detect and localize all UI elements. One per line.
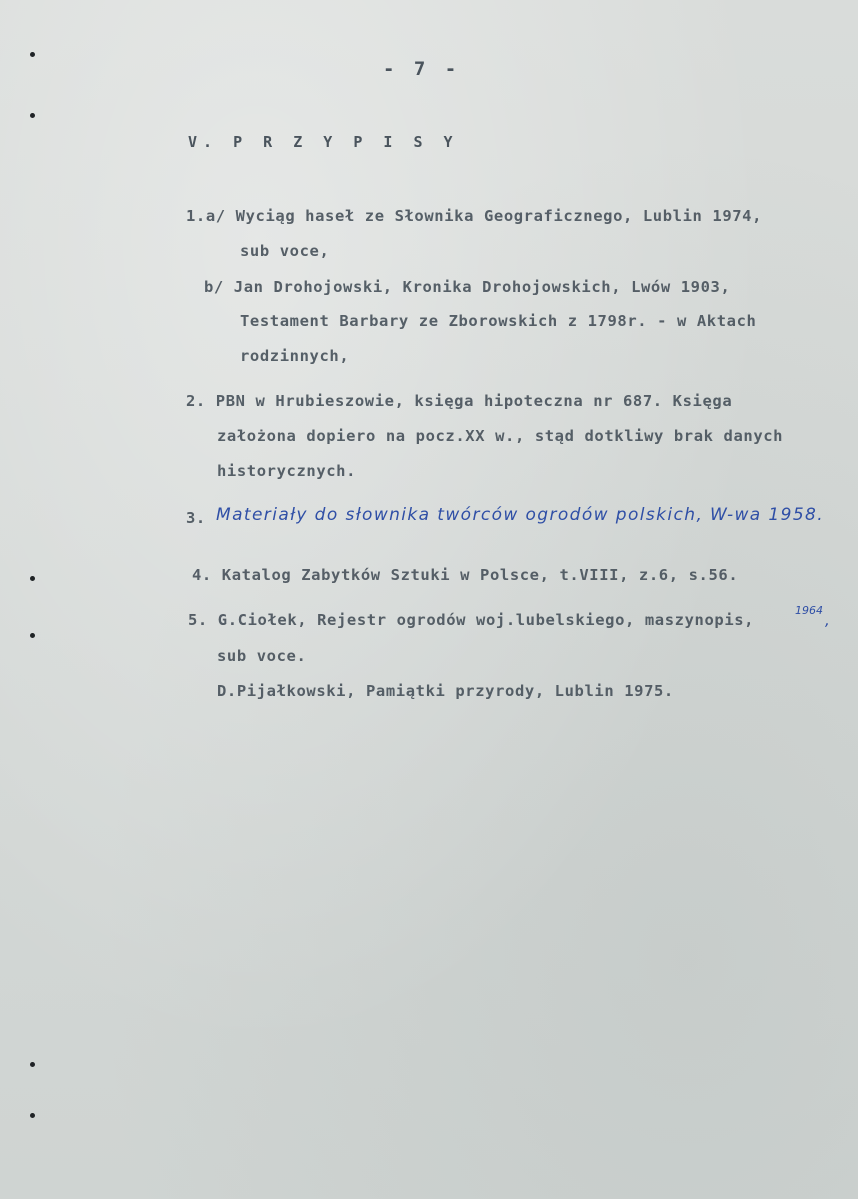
note-5-handwritten-year: 1964	[795, 604, 823, 617]
binder-hole-4	[30, 633, 35, 638]
section-heading: V. P R Z Y P I S Y	[188, 133, 459, 151]
binder-hole-2	[30, 113, 35, 118]
page-number: - 7 -	[383, 58, 461, 80]
binder-hole-1	[30, 52, 35, 57]
binder-hole-3	[30, 576, 35, 581]
note-1b-line-2: Testament Barbary ze Zborowskich z 1798r. - w Aktach	[240, 312, 757, 330]
note-1a-line-2: sub voce,	[240, 242, 330, 260]
note-2-line-2: założona dopiero na pocz.XX w., stąd dotkliwy brak danych	[217, 427, 784, 445]
note-5-line-1: 5. G.Ciołek, Rejestr ogrodów woj.lubelskiego, maszynopis,	[188, 611, 755, 629]
note-1b-line-1: b/ Jan Drohojowski, Kronika Drohojowskich, Lwów 1903,	[204, 278, 731, 296]
note-5-line-2: sub voce.	[217, 647, 307, 665]
note-1a-line-1: 1.a/ Wyciąg haseł ze Słownika Geograficznego, Lublin 1974,	[186, 207, 763, 225]
note-1b-line-3: rodzinnych,	[240, 347, 350, 365]
note-5-handwritten-comma: ,	[825, 611, 830, 629]
binder-hole-6	[30, 1113, 35, 1118]
note-3-number: 3.	[186, 509, 206, 527]
note-3-handwritten: Materiały do słownika twórców ogrodów polskich, W-wa 1958.	[216, 505, 825, 525]
note-4-line-1: 4. Katalog Zabytków Sztuki w Polsce, t.VIII, z.6, s.56.	[192, 566, 739, 584]
binder-hole-5	[30, 1062, 35, 1067]
note-2-line-3: historycznych.	[217, 462, 357, 480]
note-5-line-3: D.Pijałkowski, Pamiątki przyrody, Lublin 1975.	[217, 682, 674, 700]
note-2-line-1: 2. PBN w Hrubieszowie, księga hipoteczna nr 687. Księga	[186, 392, 733, 410]
